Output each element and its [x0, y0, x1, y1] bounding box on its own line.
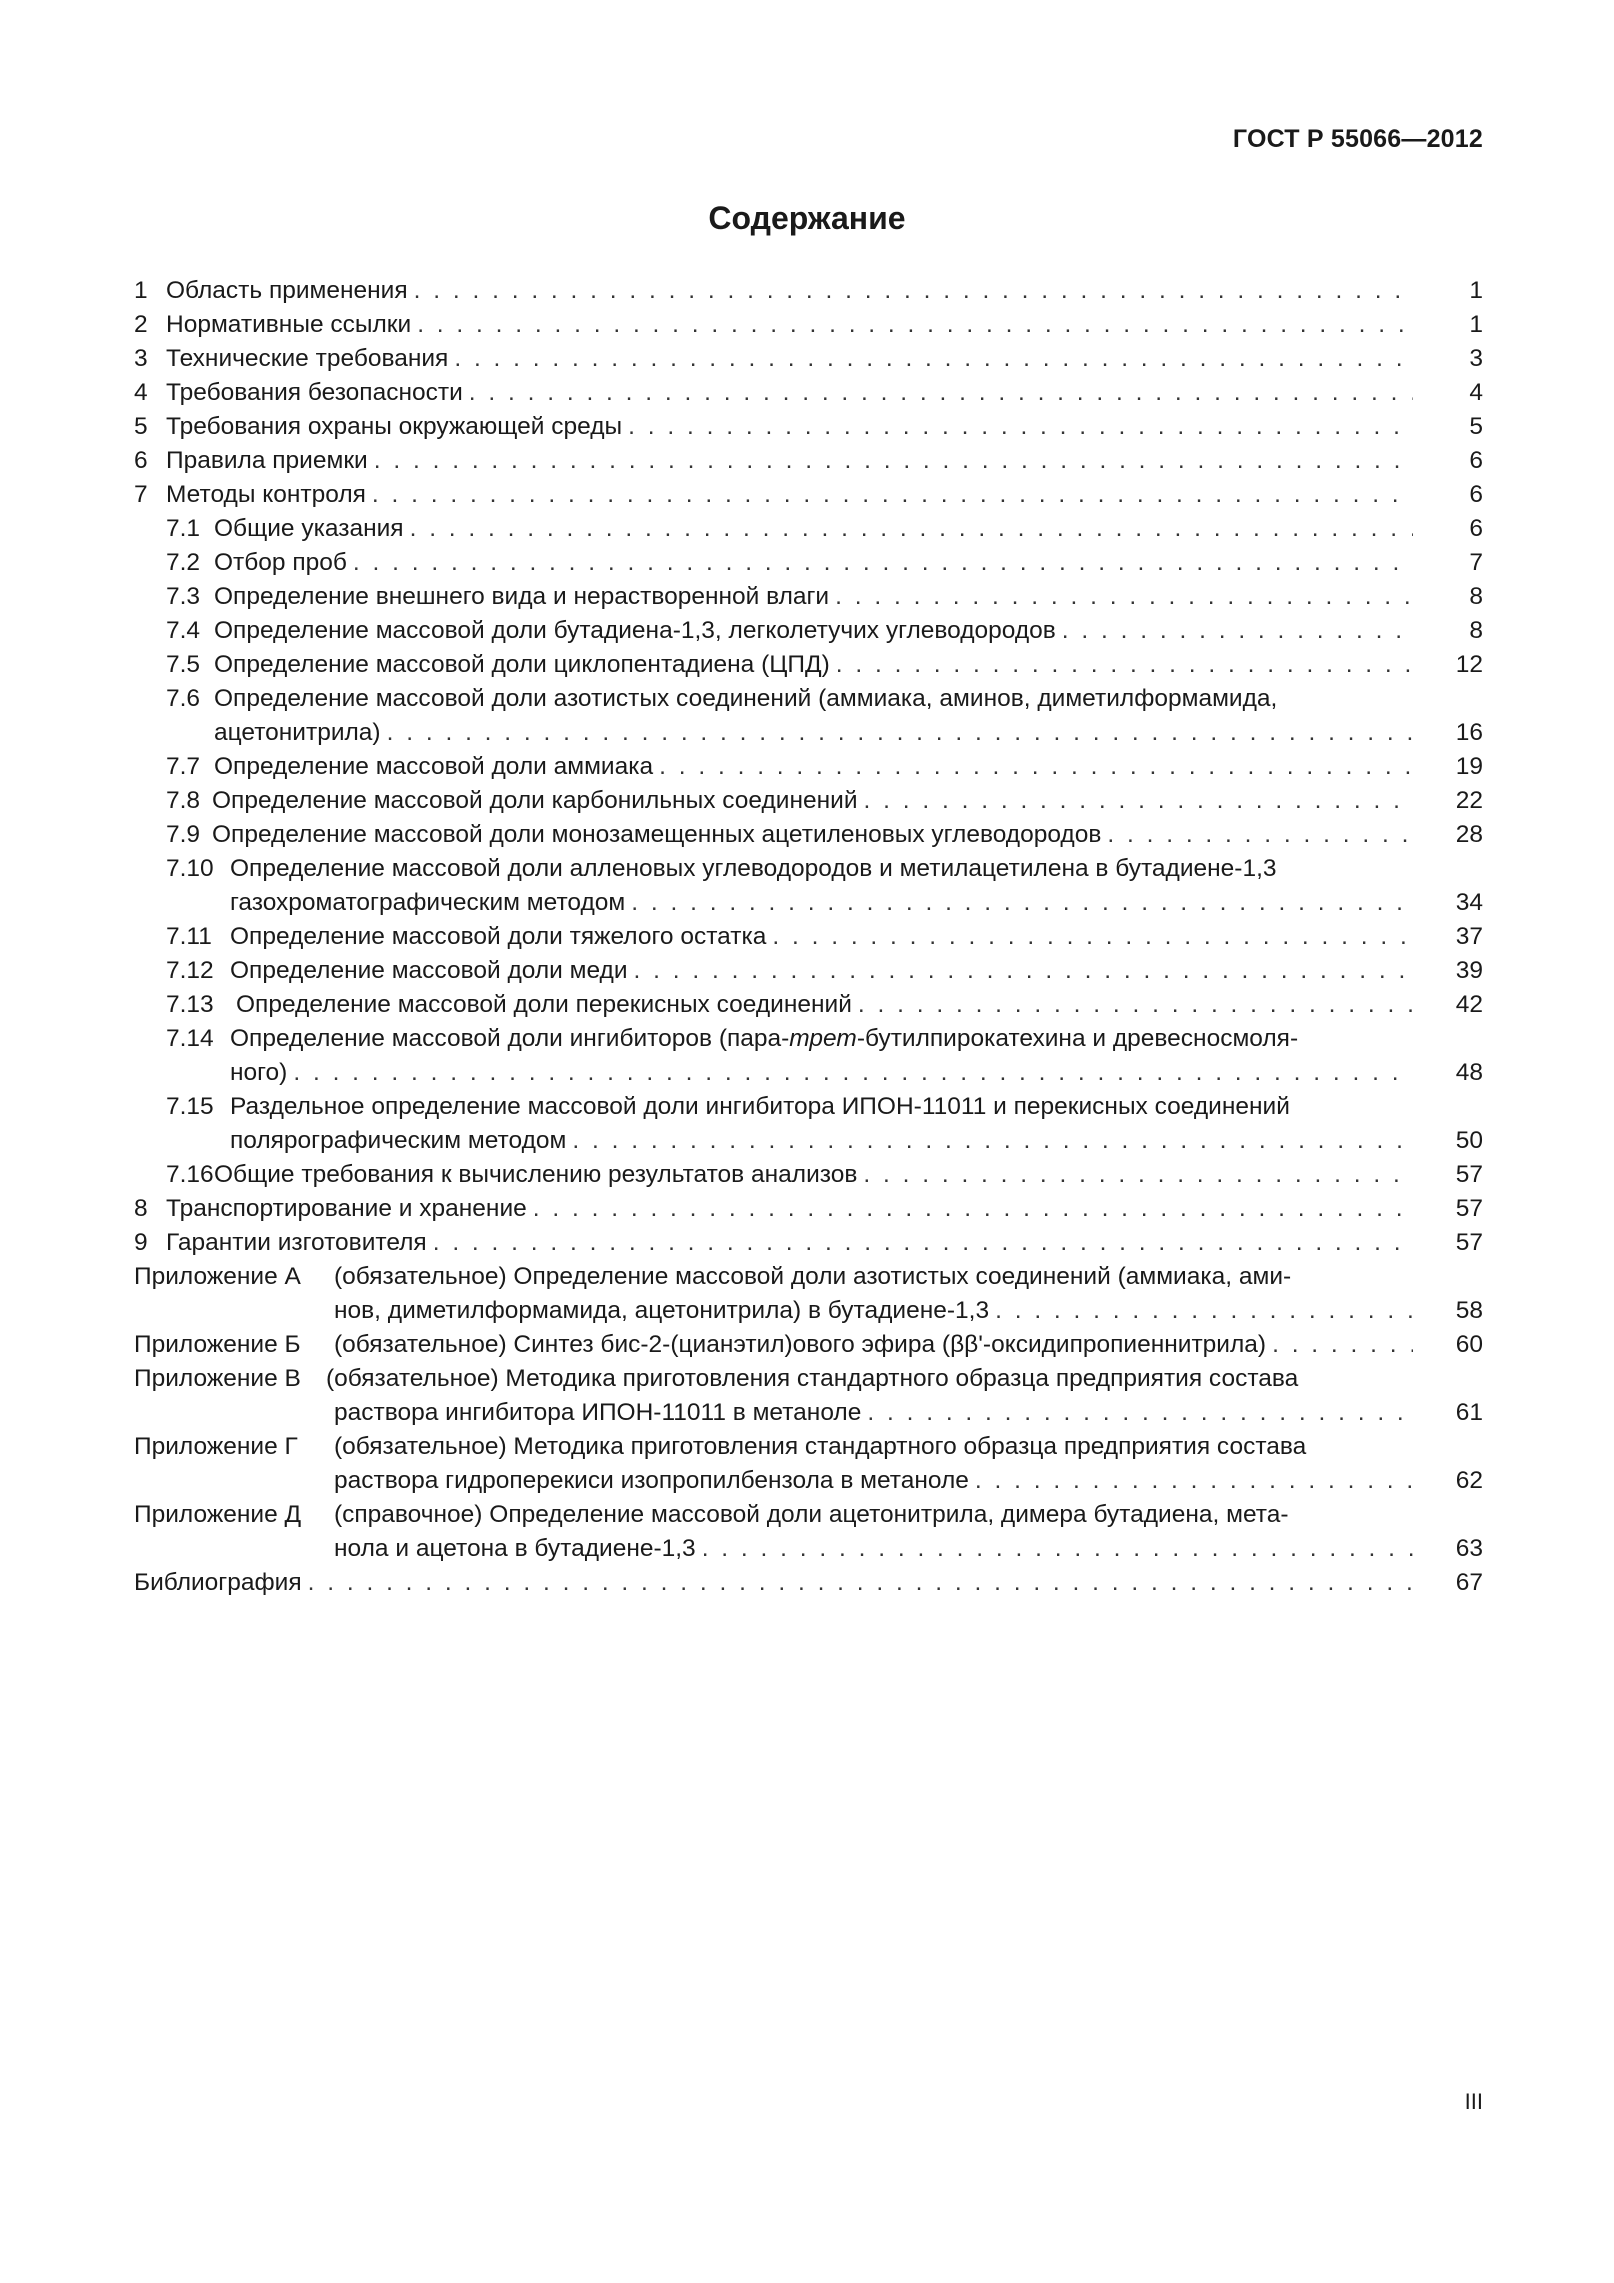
toc-entry-title: Определение массовой доли перекисных соединений [236, 991, 852, 1018]
toc-entry-title: Определение массовой доли бутадиена-1,3, легколетучих углеводородов [214, 617, 1056, 644]
toc-entry-7-2[interactable] [134, 546, 1483, 580]
toc-entry-number: 7.5 [166, 651, 201, 678]
toc-entry-number: 7.2 [166, 549, 201, 576]
dot-leader [372, 478, 1413, 512]
toc-entry-title-line2: ного) [230, 1059, 288, 1086]
toc-entry-title-line2: полярографическим методом [230, 1127, 567, 1154]
toc-bibliography[interactable] [134, 1566, 1483, 1600]
toc-entry-title: Правила приемки [166, 447, 368, 474]
toc-entry-title: (обязательное) Синтез бис-2-(цианэтил)ового эфира (ββ'-оксидипропиеннитрила) [334, 1331, 1267, 1358]
toc-entry-page: 57 [1455, 1229, 1483, 1256]
dot-leader [387, 716, 1413, 750]
toc-entry-number: 8 [134, 1195, 148, 1222]
toc-entry-7-13[interactable] [134, 988, 1483, 1022]
toc-entry-title-line2: раствора гидроперекиси изопропилбензола в метаноле [334, 1467, 969, 1494]
toc-entry-number: 7 [134, 481, 148, 508]
page-number: III [1464, 2089, 1483, 2114]
dot-leader [308, 1566, 1413, 1600]
toc-entry-page: 8 [1469, 583, 1483, 610]
toc-entry-page: 50 [1455, 1127, 1483, 1154]
toc-entry-2[interactable] [134, 308, 1483, 342]
toc-appendix-v[interactable] [134, 1362, 1483, 1396]
toc-entry-7-7[interactable] [134, 750, 1483, 784]
toc-entry-title: Определение массовой доли аммиака [214, 753, 654, 780]
toc-entry-title-line2: раствора ингибитора ИПОН-11011 в метаноле [334, 1399, 862, 1426]
toc-entry-title: Гарантии изготовителя [166, 1229, 427, 1256]
toc-entry-page: 6 [1469, 515, 1483, 542]
toc-appendix-b[interactable] [134, 1328, 1483, 1362]
toc-entry-7-1[interactable] [134, 512, 1483, 546]
toc-entry-number: 6 [134, 447, 148, 474]
toc-entry-page: 16 [1455, 719, 1483, 746]
toc-entry-number: 7.16 [166, 1161, 214, 1188]
toc-entry-7-11[interactable] [134, 920, 1483, 954]
toc-entry-page: 4 [1469, 379, 1483, 406]
toc-entry-title-line2: нов, диметилформамида, ацетонитрила) в бутадиене-1,3 [334, 1297, 990, 1324]
toc-entry-number: 7.12 [166, 957, 214, 984]
toc-entry-title: Определение массовой доли меди [230, 957, 628, 984]
dot-leader [858, 988, 1413, 1022]
toc-entry-title: Общие указания [214, 515, 404, 542]
toc-entry-title: Требования безопасности [166, 379, 463, 406]
toc-entry-number: 1 [134, 277, 148, 304]
appendix-label: Приложение Б [134, 1331, 301, 1358]
title-part: -бутилпирокатехина и древесносмоля- [856, 1025, 1299, 1052]
toc-entry-number: 3 [134, 345, 148, 372]
toc-entry-page: 28 [1455, 821, 1483, 848]
toc-entry-title-line1: (обязательное) Методика приготовления стандартного образца предприятия состава [334, 1433, 1307, 1460]
toc-entry-4[interactable] [134, 376, 1483, 410]
appendix-label: Приложение Г [134, 1433, 298, 1460]
toc-entry-7-14[interactable] [134, 1022, 1483, 1056]
dot-leader [410, 512, 1413, 546]
toc-appendix-v-cont[interactable] [134, 1396, 1483, 1430]
toc-entry-title: Технические требования [166, 345, 449, 372]
dot-leader [702, 1532, 1413, 1566]
dot-leader [995, 1294, 1413, 1328]
toc-entry-page: 61 [1455, 1399, 1483, 1426]
toc-entry-page: 57 [1455, 1195, 1483, 1222]
dot-leader [835, 580, 1413, 614]
toc-entry-number: 9 [134, 1229, 148, 1256]
dot-leader [417, 308, 1413, 342]
toc-entry-number: 7.10 [166, 855, 214, 882]
toc-entry-page: 37 [1455, 923, 1483, 950]
toc-entry-title-line1 [230, 1022, 1413, 1056]
toc-entry-8[interactable] [134, 1192, 1483, 1226]
dot-leader [469, 376, 1413, 410]
table-of-contents [134, 274, 1483, 1600]
toc-appendix-g-cont[interactable] [134, 1464, 1483, 1498]
toc-entry-page: 22 [1455, 787, 1483, 814]
toc-entry-title: Общие требования к вычислению результатов анализов [214, 1161, 858, 1188]
toc-entry-page: 6 [1469, 447, 1483, 474]
dot-leader [1107, 818, 1413, 852]
toc-entry-page: 19 [1455, 753, 1483, 780]
toc-entry-title-line2: газохроматографическим методом [230, 889, 626, 916]
dot-leader [634, 954, 1413, 988]
toc-entry-number: 4 [134, 379, 148, 406]
toc-entry-page: 12 [1455, 651, 1483, 678]
toc-entry-page: 3 [1469, 345, 1483, 372]
toc-entry-page: 67 [1455, 1569, 1483, 1596]
toc-entry-title: Определение внешнего вида и нерастворенной влаги [214, 583, 830, 610]
toc-appendix-a[interactable] [134, 1260, 1483, 1294]
toc-entry-number: 7.13 [166, 991, 214, 1018]
toc-entry-page: 1 [1469, 311, 1483, 338]
toc-entry-9[interactable] [134, 1226, 1483, 1260]
dot-leader [353, 546, 1413, 580]
toc-entry-number: 7.1 [166, 515, 201, 542]
toc-entry-7-10[interactable] [134, 852, 1483, 886]
toc-entry-number: 7.11 [166, 923, 212, 950]
dot-leader [836, 648, 1413, 682]
dot-leader [659, 750, 1413, 784]
toc-entry-title: Определение массовой доли тяжелого остатка [230, 923, 767, 950]
toc-entry-title: Определение массовой доли карбонильных соединений [212, 787, 858, 814]
toc-entry-page: 58 [1455, 1297, 1483, 1324]
toc-entry-title-line1: (справочное) Определение массовой доли ацетонитрила, димера бутадиена, мета- [334, 1501, 1289, 1528]
toc-entry-7-15-cont[interactable] [134, 1124, 1483, 1158]
toc-appendix-a-cont[interactable] [134, 1294, 1483, 1328]
toc-appendix-d-cont[interactable] [134, 1532, 1483, 1566]
toc-entry-title: Транспортирование и хранение [166, 1195, 527, 1222]
toc-entry-title-line2: ацетонитрила) [214, 719, 381, 746]
title-part-italic: трет [789, 1025, 857, 1052]
toc-entry-6[interactable] [134, 444, 1483, 478]
toc-entry-7-16[interactable] [134, 1158, 1483, 1192]
toc-appendix-g[interactable] [134, 1430, 1483, 1464]
toc-entry-title: Библиография [134, 1569, 302, 1596]
toc-entry-title-line1: (обязательное) Методика приготовления стандартного образца предприятия состава [326, 1365, 1299, 1392]
toc-entry-title-line1: (обязательное) Определение массовой доли азотистых соединений (аммиака, ами- [334, 1263, 1292, 1290]
toc-entry-7[interactable] [134, 478, 1483, 512]
toc-entry-number: 5 [134, 413, 148, 440]
toc-entry-title: Нормативные ссылки [166, 311, 412, 338]
toc-entry-page: 48 [1455, 1059, 1483, 1086]
toc-entry-number: 7.7 [166, 753, 201, 780]
toc-entry-number: 2 [134, 311, 148, 338]
toc-entry-page: 7 [1469, 549, 1483, 576]
toc-entry-7-3[interactable] [134, 580, 1483, 614]
appendix-label: Приложение А [134, 1263, 301, 1290]
toc-entry-5[interactable] [134, 410, 1483, 444]
toc-entry-page: 34 [1455, 889, 1483, 916]
toc-entry-title-line1: Раздельное определение массовой доли ингибитора ИПОН-11011 и перекисных соединений [230, 1093, 1290, 1120]
toc-entry-7-15[interactable] [134, 1090, 1483, 1124]
toc-entry-7-6-cont[interactable] [134, 716, 1483, 750]
toc-entry-title: Требования охраны окружающей среды [166, 413, 623, 440]
toc-entry-7-12[interactable] [134, 954, 1483, 988]
toc-entry-page: 63 [1455, 1535, 1483, 1562]
dot-leader [863, 1158, 1413, 1192]
dot-leader [867, 1396, 1413, 1430]
dot-leader [631, 886, 1413, 920]
toc-entry-7-8[interactable] [134, 784, 1483, 818]
toc-entry-title: Определение массовой доли циклопентадиена (ЦПД) [214, 651, 830, 678]
toc-entry-page: 1 [1469, 277, 1483, 304]
toc-entry-number: 7.9 [166, 821, 201, 848]
toc-entry-title-line2: нола и ацетона в бутадиене-1,3 [334, 1535, 696, 1562]
toc-entry-3[interactable] [134, 342, 1483, 376]
toc-entry-title-line1: Определение массовой доли азотистых соединений (аммиака, аминов, диметилформамида, [214, 685, 1278, 712]
toc-entry-7-10-cont[interactable] [134, 886, 1483, 920]
appendix-label: Приложение В [134, 1365, 301, 1392]
toc-entry-number: 7.3 [166, 583, 201, 610]
toc-entry-page: 60 [1455, 1331, 1483, 1358]
toc-entry-page: 57 [1455, 1161, 1483, 1188]
toc-appendix-d[interactable] [134, 1498, 1483, 1532]
toc-entry-title-line1: Определение массовой доли алленовых углеводородов и метилацетилена в бутадиене-1,3 [230, 855, 1277, 882]
toc-entry-page: 8 [1469, 617, 1483, 644]
dot-leader [572, 1124, 1413, 1158]
toc-entry-number: 7.14 [166, 1025, 214, 1052]
title-part: Определение массовой доли ингибиторов (пара- [230, 1025, 790, 1052]
dot-leader [433, 1226, 1413, 1260]
dot-leader [772, 920, 1413, 954]
toc-entry-page: 62 [1455, 1467, 1483, 1494]
dot-leader [374, 444, 1413, 478]
dot-leader [1062, 614, 1413, 648]
toc-entry-7-14-cont[interactable] [134, 1056, 1483, 1090]
standard-designation: ГОСТ Р 55066—2012 [1232, 125, 1483, 153]
toc-entry-title: Отбор проб [214, 549, 347, 576]
dot-leader [454, 342, 1413, 376]
toc-entry-title: Определение массовой доли монозамещенных ацетиленовых углеводородов [212, 821, 1102, 848]
dot-leader [533, 1192, 1413, 1226]
toc-entry-number: 7.8 [166, 787, 201, 814]
dot-leader [864, 784, 1413, 818]
toc-entry-1[interactable] [134, 274, 1483, 308]
appendix-label: Приложение Д [134, 1501, 302, 1528]
toc-entry-7-6[interactable] [134, 682, 1483, 716]
page-title: Содержание [708, 200, 906, 236]
toc-entry-number: 7.4 [166, 617, 201, 644]
toc-entry-page: 42 [1455, 991, 1483, 1018]
toc-entry-number: 7.15 [166, 1093, 214, 1120]
toc-entry-page: 39 [1455, 957, 1483, 984]
dot-leader [975, 1464, 1413, 1498]
dot-leader [628, 410, 1413, 444]
toc-entry-title: Методы контроля [166, 481, 366, 508]
dot-leader [1272, 1328, 1413, 1362]
toc-entry-7-9[interactable] [134, 818, 1483, 852]
toc-entry-page: 6 [1469, 481, 1483, 508]
toc-entry-7-4[interactable] [134, 614, 1483, 648]
dot-leader [293, 1056, 1413, 1090]
dot-leader [414, 274, 1413, 308]
toc-entry-title: Область применения [166, 277, 408, 304]
toc-entry-page: 5 [1469, 413, 1483, 440]
toc-entry-number: 7.6 [166, 685, 201, 712]
toc-entry-7-5[interactable] [134, 648, 1483, 682]
